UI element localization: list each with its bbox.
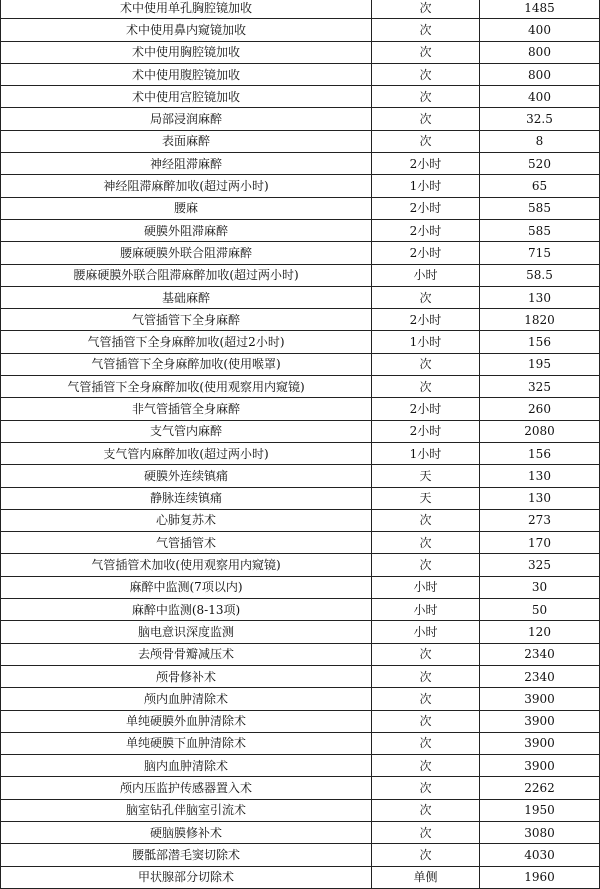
item-name-cell: 心肺复苏术	[1, 509, 372, 531]
item-name-cell: 气管插管术加收(使用观察用内窥镜)	[1, 554, 372, 576]
unit-cell: 次	[372, 130, 480, 152]
unit-cell: 2小时	[372, 153, 480, 175]
price-cell: 3900	[480, 710, 600, 732]
table-row	[1, 465, 600, 487]
table-row	[1, 63, 600, 85]
table-row	[1, 821, 600, 843]
item-name-cell: 颅骨修补术	[1, 665, 372, 687]
item-name-cell: 单纯硬膜外血肿清除术	[1, 710, 372, 732]
unit-cell: 2小时	[372, 219, 480, 241]
unit-cell: 2小时	[372, 242, 480, 264]
unit-cell: 次	[372, 63, 480, 85]
table-row	[1, 376, 600, 398]
unit-cell: 1小时	[372, 175, 480, 197]
item-name-cell: 腰麻硬膜外联合阻滞麻醉	[1, 242, 372, 264]
unit-cell: 2小时	[372, 398, 480, 420]
table-row	[1, 41, 600, 63]
item-name-cell: 气管插管下全身麻醉加收(超过2小时)	[1, 331, 372, 353]
item-name-cell: 术中使用单孔胸腔镜加收	[1, 0, 372, 19]
price-cell: 120	[480, 621, 600, 643]
table-row	[1, 799, 600, 821]
item-name-cell: 腰骶部潜毛窦切除术	[1, 844, 372, 866]
unit-cell: 次	[372, 732, 480, 754]
item-name-cell: 硬脑膜修补术	[1, 821, 372, 843]
table-row	[1, 420, 600, 442]
table-row	[1, 264, 600, 286]
item-name-cell: 神经阻滞麻醉	[1, 153, 372, 175]
unit-cell: 次	[372, 376, 480, 398]
table-row	[1, 688, 600, 710]
item-name-cell: 局部浸润麻醉	[1, 108, 372, 130]
unit-cell: 1小时	[372, 331, 480, 353]
price-cell: 585	[480, 219, 600, 241]
price-cell: 58.5	[480, 264, 600, 286]
unit-cell: 次	[372, 554, 480, 576]
unit-cell: 天	[372, 487, 480, 509]
table-row	[1, 86, 600, 108]
table-row	[1, 755, 600, 777]
table-row	[1, 866, 600, 888]
table-row	[1, 710, 600, 732]
price-cell: 800	[480, 41, 600, 63]
unit-cell: 次	[372, 41, 480, 63]
unit-cell: 次	[372, 777, 480, 799]
table-row	[1, 153, 600, 175]
unit-cell: 次	[372, 19, 480, 41]
table-row	[1, 197, 600, 219]
table-row	[1, 554, 600, 576]
price-cell: 400	[480, 86, 600, 108]
price-cell: 3900	[480, 688, 600, 710]
price-cell: 130	[480, 286, 600, 308]
unit-cell: 次	[372, 286, 480, 308]
unit-cell: 次	[372, 755, 480, 777]
table-row	[1, 665, 600, 687]
unit-cell: 2小时	[372, 420, 480, 442]
unit-cell: 小时	[372, 621, 480, 643]
table-row	[1, 353, 600, 375]
price-cell: 156	[480, 331, 600, 353]
item-name-cell: 麻醉中监测(8-13项)	[1, 599, 372, 621]
unit-cell: 次	[372, 86, 480, 108]
item-name-cell: 颅内血肿清除术	[1, 688, 372, 710]
unit-cell: 天	[372, 465, 480, 487]
price-cell: 585	[480, 197, 600, 219]
unit-cell: 次	[372, 688, 480, 710]
item-name-cell: 神经阻滞麻醉加收(超过两小时)	[1, 175, 372, 197]
unit-cell: 次	[372, 509, 480, 531]
table-row	[1, 532, 600, 554]
table-row	[1, 0, 600, 19]
item-name-cell: 术中使用宫腔镜加收	[1, 86, 372, 108]
unit-cell: 次	[372, 821, 480, 843]
price-cell: 4030	[480, 844, 600, 866]
table-row	[1, 398, 600, 420]
item-name-cell: 支气管内麻醉加收(超过两小时)	[1, 442, 372, 464]
item-name-cell: 表面麻醉	[1, 130, 372, 152]
item-name-cell: 静脉连续镇痛	[1, 487, 372, 509]
table-row	[1, 442, 600, 464]
fee-table-body	[1, 0, 600, 888]
table-row	[1, 621, 600, 643]
table-row	[1, 175, 600, 197]
price-cell: 325	[480, 376, 600, 398]
item-name-cell: 非气管插管全身麻醉	[1, 398, 372, 420]
unit-cell: 小时	[372, 264, 480, 286]
unit-cell: 次	[372, 643, 480, 665]
price-cell: 3080	[480, 821, 600, 843]
price-cell: 1485	[480, 0, 600, 19]
table-row	[1, 331, 600, 353]
price-cell: 520	[480, 153, 600, 175]
table-row	[1, 509, 600, 531]
price-cell: 260	[480, 398, 600, 420]
unit-cell: 小时	[372, 599, 480, 621]
table-row	[1, 219, 600, 241]
item-name-cell: 硬膜外连续镇痛	[1, 465, 372, 487]
item-name-cell: 甲状腺部分切除术	[1, 866, 372, 888]
unit-cell: 2小时	[372, 309, 480, 331]
item-name-cell: 术中使用鼻内窥镜加收	[1, 19, 372, 41]
price-cell: 800	[480, 63, 600, 85]
item-name-cell: 基础麻醉	[1, 286, 372, 308]
item-name-cell: 麻醉中监测(7项以内)	[1, 576, 372, 598]
price-cell: 170	[480, 532, 600, 554]
table-row	[1, 777, 600, 799]
price-cell: 1960	[480, 866, 600, 888]
price-cell: 3900	[480, 732, 600, 754]
item-name-cell: 气管插管下全身麻醉加收(使用喉罩)	[1, 353, 372, 375]
unit-cell: 次	[372, 710, 480, 732]
table-row	[1, 844, 600, 866]
unit-cell: 单侧	[372, 866, 480, 888]
item-name-cell: 脑电意识深度监测	[1, 621, 372, 643]
unit-cell: 小时	[372, 576, 480, 598]
table-row	[1, 599, 600, 621]
table-row	[1, 309, 600, 331]
price-cell: 1950	[480, 799, 600, 821]
table-row	[1, 19, 600, 41]
price-cell: 3900	[480, 755, 600, 777]
table-row	[1, 732, 600, 754]
unit-cell: 次	[372, 532, 480, 554]
unit-cell: 次	[372, 799, 480, 821]
unit-cell: 次	[372, 665, 480, 687]
price-cell: 8	[480, 130, 600, 152]
price-cell: 2340	[480, 643, 600, 665]
price-cell: 715	[480, 242, 600, 264]
item-name-cell: 支气管内麻醉	[1, 420, 372, 442]
unit-cell: 1小时	[372, 442, 480, 464]
unit-cell: 次	[372, 353, 480, 375]
price-cell: 400	[480, 19, 600, 41]
item-name-cell: 颅内压监护传感器置入术	[1, 777, 372, 799]
item-name-cell: 气管插管术	[1, 532, 372, 554]
price-cell: 1820	[480, 309, 600, 331]
price-cell: 273	[480, 509, 600, 531]
table-row	[1, 643, 600, 665]
price-cell: 2262	[480, 777, 600, 799]
unit-cell: 次	[372, 0, 480, 19]
item-name-cell: 脑室钻孔伴脑室引流术	[1, 799, 372, 821]
price-cell: 50	[480, 599, 600, 621]
price-cell: 130	[480, 487, 600, 509]
price-cell: 65	[480, 175, 600, 197]
item-name-cell: 硬膜外阻滞麻醉	[1, 219, 372, 241]
price-cell: 130	[480, 465, 600, 487]
table-row	[1, 108, 600, 130]
unit-cell: 2小时	[372, 197, 480, 219]
table-row	[1, 242, 600, 264]
price-cell: 156	[480, 442, 600, 464]
unit-cell: 次	[372, 108, 480, 130]
table-row	[1, 487, 600, 509]
item-name-cell: 单纯硬膜下血肿清除术	[1, 732, 372, 754]
item-name-cell: 气管插管下全身麻醉加收(使用观察用内窥镜)	[1, 376, 372, 398]
unit-cell: 次	[372, 844, 480, 866]
table-row	[1, 576, 600, 598]
price-cell: 2080	[480, 420, 600, 442]
item-name-cell: 腰麻硬膜外联合阻滞麻醉加收(超过两小时)	[1, 264, 372, 286]
table-row	[1, 286, 600, 308]
price-cell: 195	[480, 353, 600, 375]
item-name-cell: 气管插管下全身麻醉	[1, 309, 372, 331]
price-cell: 30	[480, 576, 600, 598]
item-name-cell: 腰麻	[1, 197, 372, 219]
price-cell: 325	[480, 554, 600, 576]
item-name-cell: 脑内血肿清除术	[1, 755, 372, 777]
item-name-cell: 去颅骨骨瓣减压术	[1, 643, 372, 665]
price-cell: 32.5	[480, 108, 600, 130]
table-row	[1, 130, 600, 152]
price-cell: 2340	[480, 665, 600, 687]
item-name-cell: 术中使用胸腔镜加收	[1, 41, 372, 63]
item-name-cell: 术中使用腹腔镜加收	[1, 63, 372, 85]
